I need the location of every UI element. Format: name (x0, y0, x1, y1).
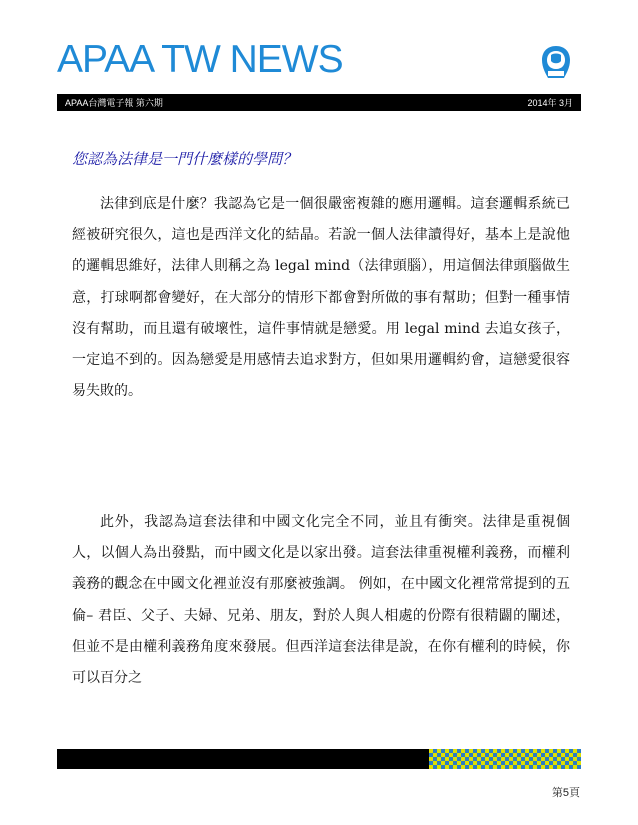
apaa-logo-icon (540, 44, 572, 80)
issue-date: 2014年 3月 (527, 98, 573, 108)
footer-bar (57, 749, 581, 769)
newsletter-title: APAA TW NEWS (57, 38, 343, 81)
issue-label: APAA台灣電子報 第六期 (65, 98, 163, 108)
article-paragraph: 法律到底是什麼？我認為它是一個很嚴密複雜的應用邏輯。這套邏輯系統已經被研究很久，這也是西洋文化的結晶。若說一個人法律讀得好，基本上是說他的邏輯思維好，法律人則稱之為 legal mind（法律頭腦），用這個法律頭腦做生意，打球啊都會變好，在大部分的情形下都會對所做的事有幫助；但對一種事情沒有幫助，而且還有破壞性，這件事情就是戀愛。用 legal mind 去追女孩子，一定追不到的。因為戀愛是用感情去追求對方，但如果用邏輯約會，這戀愛很容易失敗的。 (72, 196, 570, 400)
checker-pattern (429, 749, 581, 769)
issue-header-bar (57, 94, 581, 111)
article-paragraph: 此外，我認為這套法律和中國文化完全不同，並且有衝突。法律是重視個人，以個人為出發點，而中國文化是以家出發。這套法律重視權利義務，而權利義務的觀念在中國文化裡並沒有那麼被強調。 例如，在中國文化裡常常提到的五倫– 君臣、父子、夫婦、兄弟、朋友，對於人與人相處的份際有很精闢的闡述，但並不是由權利義務角度來發展。但西洋這套法律是說，在你有權利的時候，你可以百分之 (72, 514, 570, 687)
article-heading: 您認為法律是一門什麼樣的學問？ (72, 150, 298, 168)
page-number: 第5頁 (551, 787, 580, 799)
